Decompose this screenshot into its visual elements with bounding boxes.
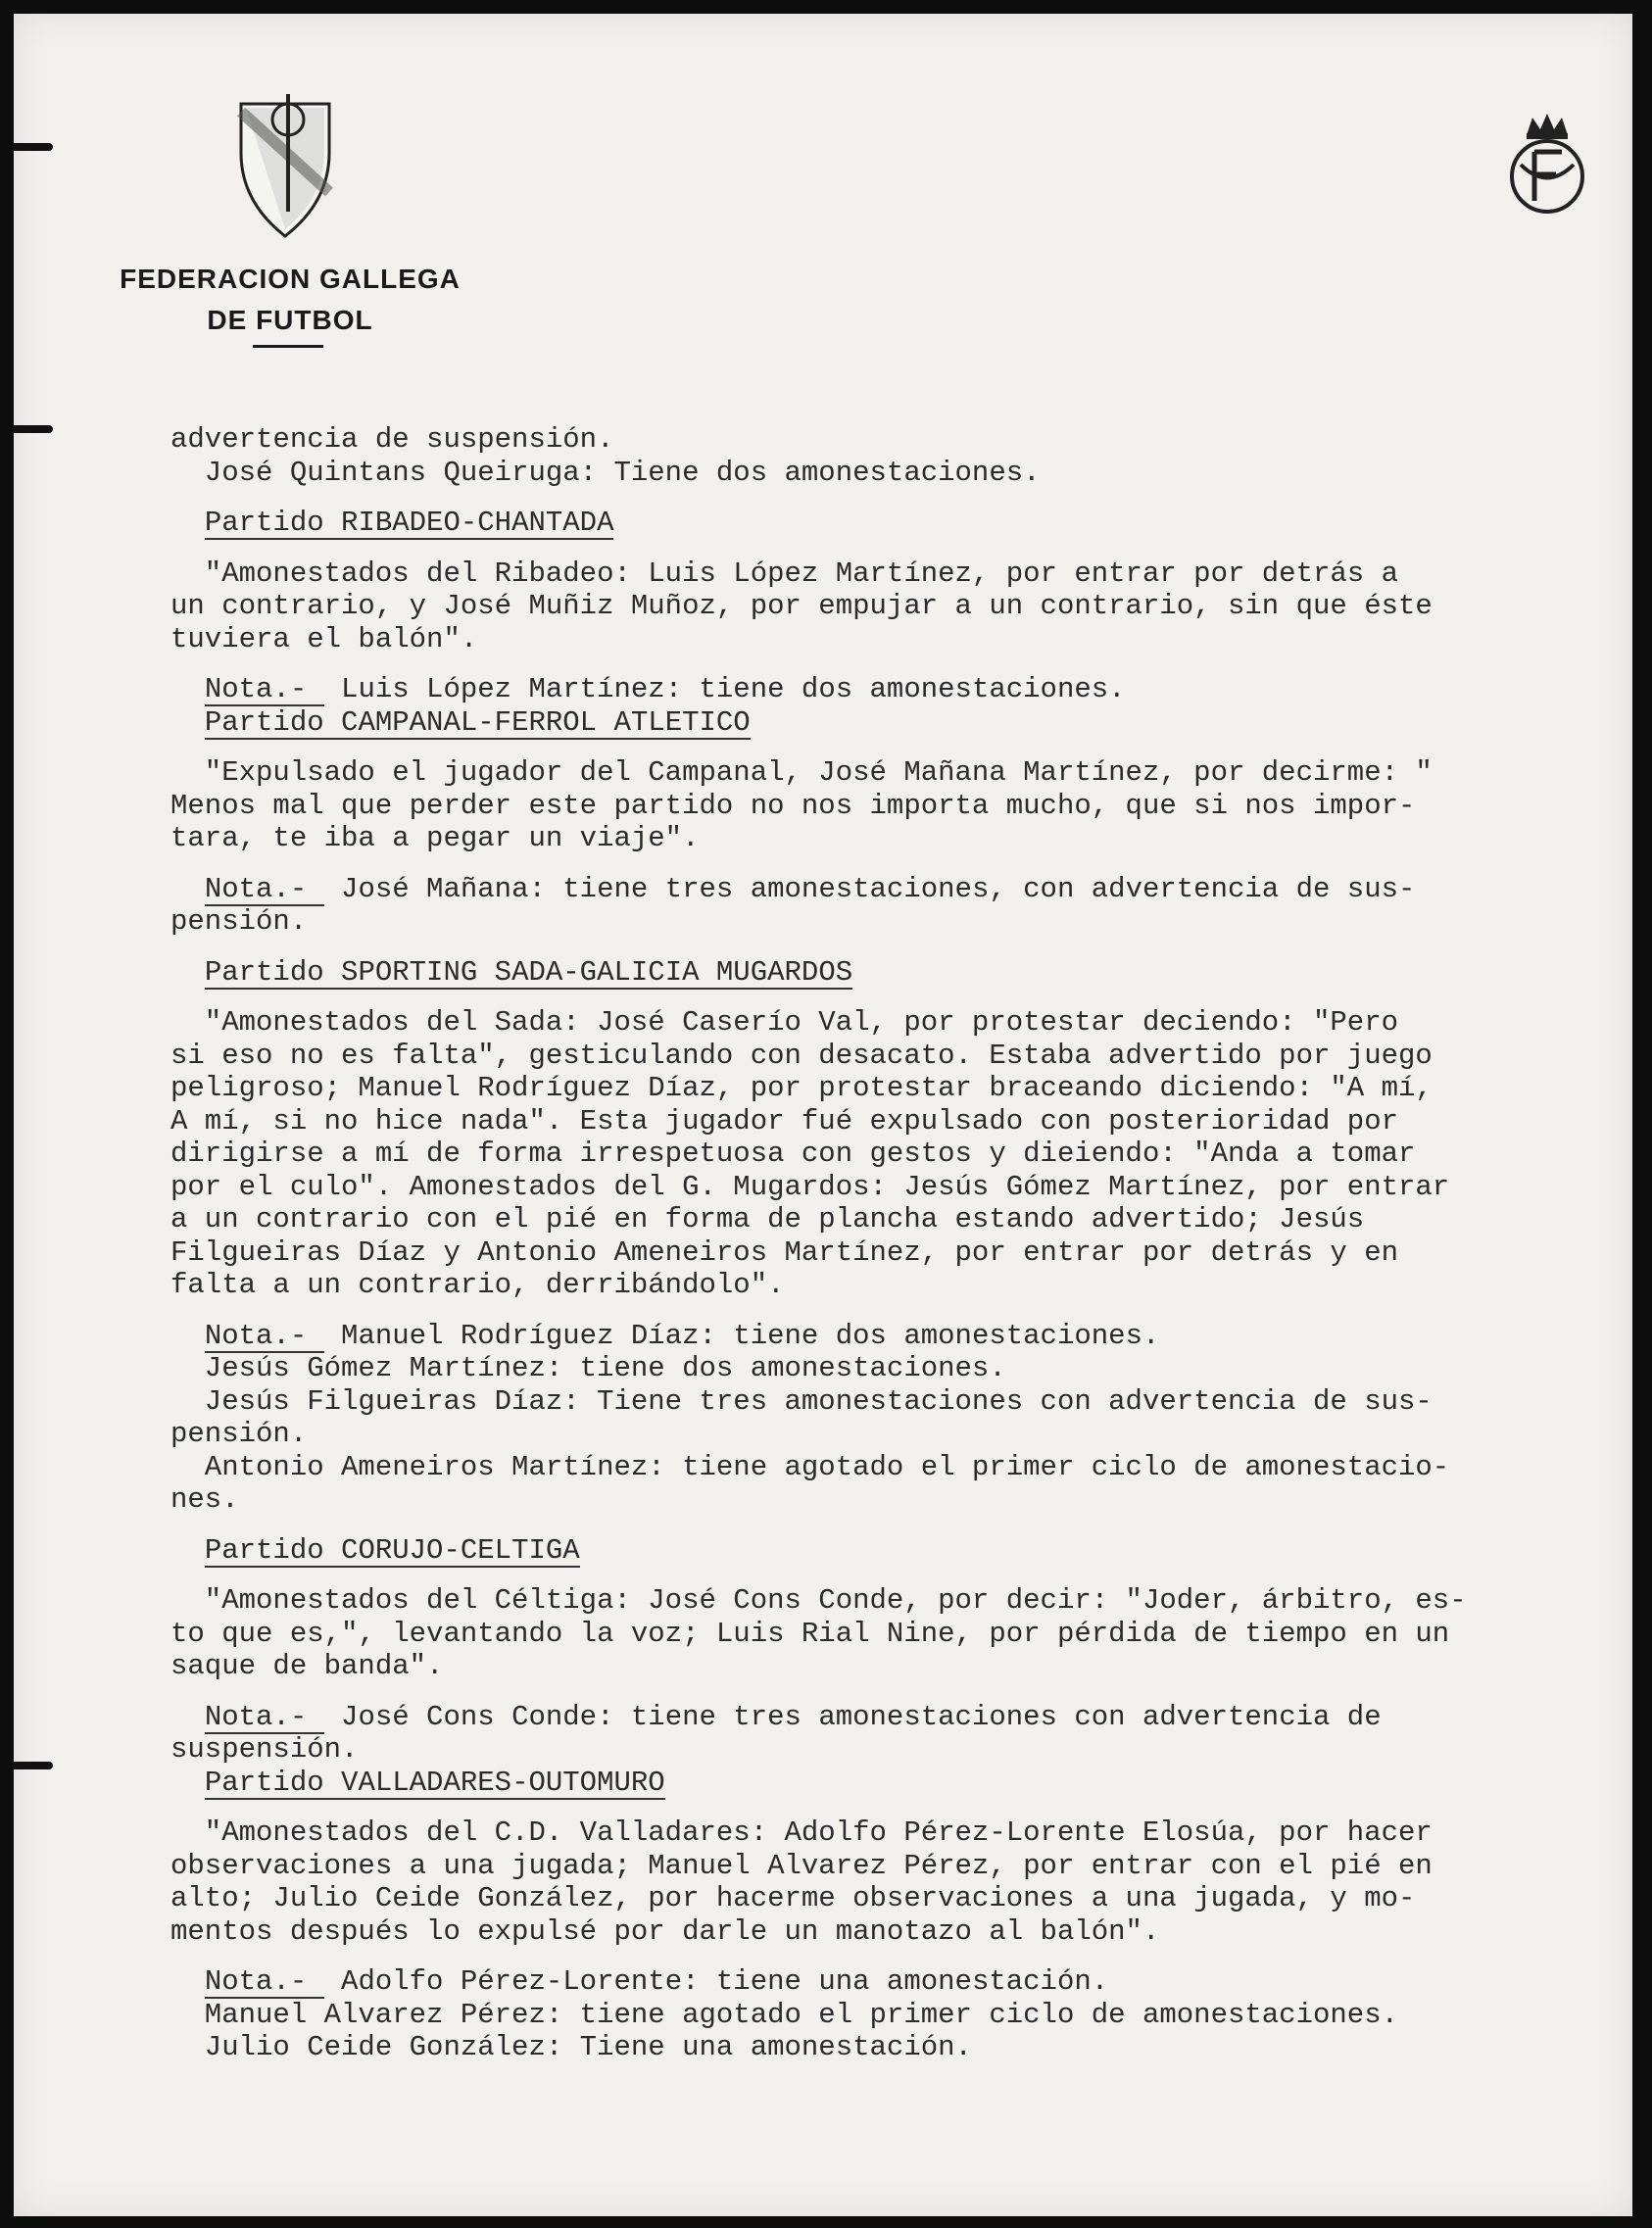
match-heading [170, 706, 1640, 740]
match-heading-text: Partido SPORTING SADA-GALICIA MUGARDOS [204, 955, 853, 989]
text-line: dirigirse a mí de forma irrespetuosa con gestos y dieiendo: "Anda a tomar [170, 1138, 1416, 1170]
match-heading-text: Partido CAMPANAL-FERROL ATLETICO [204, 705, 751, 739]
text-line: "Amonestados del Sada: José Caserío Val, por protestar deciendo: "Pero [170, 1006, 1399, 1039]
nota-label: Nota.- [204, 1965, 324, 1998]
nota-text: Adolfo Pérez-Lorente: tiene una amonestación. [323, 1965, 1109, 1998]
match-heading [170, 507, 1640, 540]
text-line: "Amonestados del C.D. Valladares: Adolfo Pérez-Lorente Elosúa, por hacer [170, 1816, 1433, 1849]
org-name-rule [253, 345, 323, 348]
text-line: "Amonestados del Ribadeo: Luis López Martínez, por entrar por detrás a [170, 557, 1399, 590]
nota-text: Luis López Martínez: tiene dos amonestaciones. [323, 673, 1126, 705]
shield-crest-logo [231, 84, 339, 241]
text-line: A mí, si no hice nada". Esta jugador fué expulsado con posterioridad por [170, 1104, 1399, 1138]
paragraph-gap [170, 1517, 1640, 1534]
punch-hole-mark [14, 425, 53, 433]
paragraph-gap [170, 1567, 1640, 1584]
match-heading [170, 1534, 1640, 1568]
paragraph-gap [170, 855, 1640, 873]
paragraph-gap [170, 655, 1640, 673]
nota-label: Nota.- [204, 872, 324, 905]
nota-text: José Mañana: tiene tres amonestaciones, con advertencia de sus- [323, 872, 1416, 905]
nota-line [170, 1701, 1640, 1734]
text-line: por el culo". Amonestados del G. Mugardos: Jesús Gómez Martínez, por entrar [170, 1170, 1450, 1203]
text-line: si eso no es falta", gesticulando con desacato. Estaba advertido por juego [170, 1039, 1433, 1072]
text-line: a un contrario con el pié en forma de plancha estando advertido; Jesús [170, 1203, 1365, 1235]
match-heading-text: Partido VALLADARES-OUTOMURO [204, 1766, 665, 1799]
paragraph-gap [170, 540, 1640, 557]
text-line: un contrario, y José Muñiz Muñoz, por empujar a un contrario, sin que éste [170, 590, 1433, 622]
match-heading-text: Partido CORUJO-CELTIGA [204, 1533, 580, 1567]
punch-hole-mark [14, 143, 53, 151]
paragraph-gap [170, 489, 1640, 507]
text-line: to que es,", levantando la voz; Luis Rial Nine, por pérdida de tiempo en un [170, 1617, 1450, 1650]
text-line: tuviera el balón". [170, 622, 478, 655]
document-body [170, 423, 1640, 2064]
paragraph-gap [170, 1683, 1640, 1701]
crowned-monogram-logo [1505, 108, 1589, 218]
nota-line [170, 1965, 1640, 1999]
text-line: Jesús Gómez Martínez: tiene dos amonestaciones. [170, 1352, 1006, 1384]
text-line: mentos después lo expulsé por darle un manotazo al balón". [170, 1914, 1160, 1948]
text-line: pensión. [170, 1418, 308, 1450]
paragraph-gap [170, 739, 1640, 756]
match-heading-text: Partido RIBADEO-CHANTADA [204, 507, 614, 539]
match-heading [170, 1767, 1640, 1800]
paragraph-gap [170, 939, 1640, 956]
text-line: suspensión. [170, 1733, 359, 1766]
text-line: Jesús Filgueiras Díaz: Tiene tres amonestaciones con advertencia de sus- [170, 1384, 1433, 1418]
text-line: nes. [170, 1483, 239, 1516]
nota-line [170, 673, 1640, 706]
paragraph-gap [170, 1948, 1640, 1965]
text-line: "Amonestados del Céltiga: José Cons Conde, por decir: "Joder, árbitro, es- [170, 1584, 1467, 1617]
text-line: falta a un contrario, derribándolo". [170, 1269, 785, 1301]
text-line: saque de banda". [170, 1650, 444, 1682]
nota-text: José Cons Conde: tiene tres amonestaciones con advertencia de [323, 1700, 1382, 1733]
nota-label: Nota.- [204, 1319, 324, 1352]
text-line: Filgueiras Díaz y Antonio Ameneiros Martínez, por entrar por detrás y en [170, 1235, 1399, 1269]
text-line: Antonio Ameneiros Martínez: tiene agotado el primer ciclo de amonestacio- [170, 1450, 1450, 1483]
text-line: Manuel Alvarez Pérez: tiene agotado el primer ciclo de amonestaciones. [170, 1998, 1399, 2031]
nota-line [170, 1320, 1640, 1353]
text-line: Menos mal que perder este partido no nos importa mucho, que si nos impor- [170, 789, 1416, 822]
nota-line [170, 873, 1640, 906]
punch-hole-mark [14, 1762, 53, 1769]
text-line: peligroso; Manuel Rodríguez Díaz, por protestar braceando diciendo: "A mí, [170, 1072, 1433, 1104]
text-line: observaciones a una jugada; Manuel Alvarez Pérez, por entrar con el pié en [170, 1849, 1433, 1882]
nota-text: Manuel Rodríguez Díaz: tiene dos amonestaciones. [323, 1319, 1160, 1352]
text-line: advertencia de suspensión. [170, 423, 614, 456]
org-name-line1: FEDERACION GALLEGA [120, 264, 461, 294]
text-line: tara, te iba a pegar un viaje". [170, 822, 700, 854]
paragraph-gap [170, 1302, 1640, 1320]
text-line: alto; Julio Ceide González, por hacerme observaciones a una jugada, y mo- [170, 1882, 1416, 1914]
text-line: José Quintans Queiruga: Tiene dos amonestaciones. [170, 456, 1041, 489]
nota-label: Nota.- [204, 673, 324, 705]
text-line: "Expulsado el jugador del Campanal, José Mañana Martínez, por decirme: " [170, 756, 1433, 789]
text-line: Julio Ceide González: Tiene una amonestación. [170, 2031, 972, 2063]
organization-name [74, 259, 506, 341]
paragraph-gap [170, 1799, 1640, 1816]
document-page [14, 14, 1632, 2216]
paragraph-gap [170, 989, 1640, 1006]
text-line: pensión. [170, 905, 308, 938]
org-name-line2: DE FUTBOL [207, 305, 373, 335]
nota-label: Nota.- [204, 1700, 324, 1733]
match-heading [170, 956, 1640, 990]
